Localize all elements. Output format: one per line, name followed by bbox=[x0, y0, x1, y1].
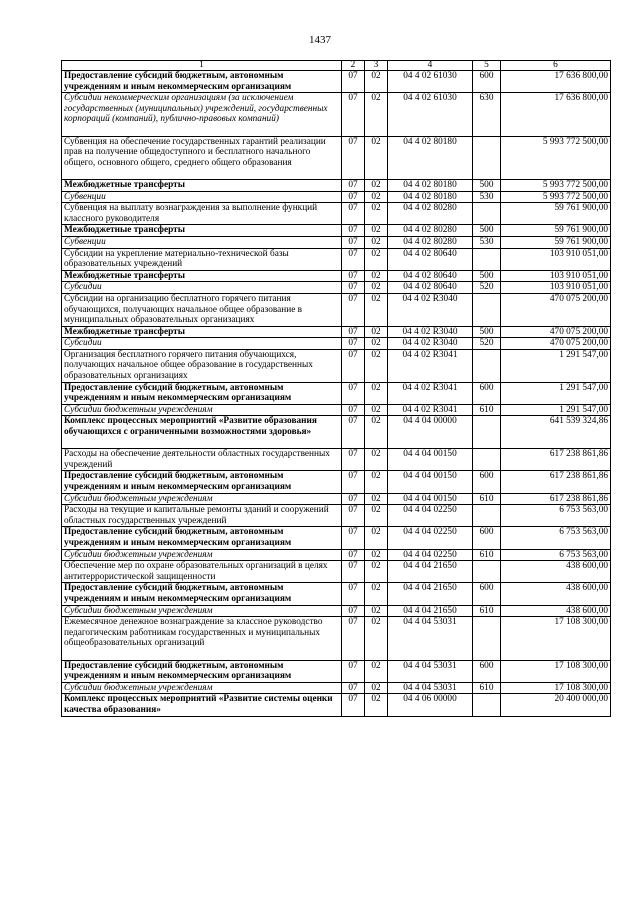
row-subsection-code: 02 bbox=[365, 282, 388, 294]
row-target-article: 04 4 02 80280 bbox=[388, 236, 473, 248]
row-section-code: 07 bbox=[342, 136, 365, 179]
table-row bbox=[62, 605, 611, 617]
table-row bbox=[62, 471, 611, 493]
row-subsection-code: 02 bbox=[365, 236, 388, 248]
table-row bbox=[62, 293, 611, 326]
row-amount: 6 753 563,00 bbox=[501, 527, 611, 549]
row-expense-type: 610 bbox=[473, 404, 501, 416]
table-row bbox=[62, 203, 611, 225]
row-target-article: 04 4 06 00000 bbox=[388, 694, 473, 716]
row-description: Субсидии бюджетным учреждениям bbox=[62, 404, 342, 416]
row-section-code: 07 bbox=[342, 236, 365, 248]
row-expense-type: 630 bbox=[473, 93, 501, 136]
row-expense-type: 600 bbox=[473, 527, 501, 549]
row-amount: 6 753 563,00 bbox=[501, 505, 611, 527]
table-row bbox=[62, 248, 611, 270]
table-row bbox=[62, 71, 611, 93]
row-section-code: 07 bbox=[342, 404, 365, 416]
table-row bbox=[62, 583, 611, 605]
row-section-code: 07 bbox=[342, 493, 365, 505]
column-header: 4 bbox=[388, 61, 473, 71]
row-section-code: 07 bbox=[342, 694, 365, 716]
row-expense-type bbox=[473, 617, 501, 660]
row-description: Организация бесплатного горячего питания обучающихся, получающих начальное общее образование в государственных образовательных организациях bbox=[62, 349, 342, 382]
row-expense-type: 600 bbox=[473, 660, 501, 682]
row-target-article: 04 4 02 R3040 bbox=[388, 293, 473, 326]
row-section-code: 07 bbox=[342, 605, 365, 617]
row-amount: 103 910 051,00 bbox=[501, 282, 611, 294]
table-row bbox=[62, 404, 611, 416]
row-section-code: 07 bbox=[342, 561, 365, 583]
row-expense-type: 610 bbox=[473, 493, 501, 505]
row-section-code: 07 bbox=[342, 93, 365, 136]
row-subsection-code: 02 bbox=[365, 382, 388, 404]
row-section-code: 07 bbox=[342, 349, 365, 382]
row-description: Предоставление субсидий бюджетным, автономным учреждениям и иным некоммерческим организациям bbox=[62, 71, 342, 93]
row-target-article: 04 4 04 53031 bbox=[388, 617, 473, 660]
row-subsection-code: 02 bbox=[365, 349, 388, 382]
row-expense-type: 600 bbox=[473, 382, 501, 404]
row-description: Предоставление субсидий бюджетным, автономным учреждениям и иным некоммерческим организациям bbox=[62, 660, 342, 682]
row-section-code: 07 bbox=[342, 248, 365, 270]
row-target-article: 04 4 02 R3041 bbox=[388, 382, 473, 404]
row-subsection-code: 02 bbox=[365, 225, 388, 237]
row-subsection-code: 02 bbox=[365, 191, 388, 203]
row-subsection-code: 02 bbox=[365, 682, 388, 694]
row-amount: 470 075 200,00 bbox=[501, 338, 611, 350]
row-target-article: 04 4 02 61030 bbox=[388, 93, 473, 136]
row-description: Межбюджетные трансферты bbox=[62, 270, 342, 282]
row-target-article: 04 4 04 53031 bbox=[388, 682, 473, 694]
row-amount: 1 291 547,00 bbox=[501, 349, 611, 382]
header-row bbox=[62, 61, 611, 71]
table-row bbox=[62, 326, 611, 338]
row-subsection-code: 02 bbox=[365, 549, 388, 561]
row-expense-type: 520 bbox=[473, 338, 501, 350]
row-target-article: 04 4 02 80640 bbox=[388, 270, 473, 282]
row-expense-type: 500 bbox=[473, 225, 501, 237]
table-row bbox=[62, 549, 611, 561]
row-section-code: 07 bbox=[342, 549, 365, 561]
row-subsection-code: 02 bbox=[365, 694, 388, 716]
row-target-article: 04 4 02 80640 bbox=[388, 248, 473, 270]
table-row bbox=[62, 493, 611, 505]
row-target-article: 04 4 02 61030 bbox=[388, 71, 473, 93]
row-amount: 17 636 800,00 bbox=[501, 93, 611, 136]
row-amount: 438 600,00 bbox=[501, 561, 611, 583]
row-description: Предоставление субсидий бюджетным, автономным учреждениям и иным некоммерческим организациям bbox=[62, 471, 342, 493]
row-subsection-code: 02 bbox=[365, 71, 388, 93]
row-amount: 641 539 324,86 bbox=[501, 416, 611, 449]
column-header: 5 bbox=[473, 61, 501, 71]
row-description: Субвенции bbox=[62, 236, 342, 248]
row-section-code: 07 bbox=[342, 416, 365, 449]
row-expense-type: 520 bbox=[473, 282, 501, 294]
column-header: 6 bbox=[501, 61, 611, 71]
table-row bbox=[62, 694, 611, 716]
row-target-article: 04 4 04 21650 bbox=[388, 583, 473, 605]
row-target-article: 04 4 04 02250 bbox=[388, 549, 473, 561]
row-amount: 438 600,00 bbox=[501, 583, 611, 605]
row-expense-type bbox=[473, 203, 501, 225]
row-target-article: 04 4 04 00150 bbox=[388, 471, 473, 493]
table-row bbox=[62, 527, 611, 549]
row-amount: 5 993 772 500,00 bbox=[501, 179, 611, 191]
row-description: Предоставление субсидий бюджетным, автономным учреждениям и иным некоммерческим организациям bbox=[62, 527, 342, 549]
row-subsection-code: 02 bbox=[365, 416, 388, 449]
row-section-code: 07 bbox=[342, 682, 365, 694]
row-description: Расходы на текущие и капитальные ремонты зданий и сооружений областных государственных учреждений bbox=[62, 505, 342, 527]
row-amount: 1 291 547,00 bbox=[501, 404, 611, 416]
budget-table bbox=[61, 60, 611, 717]
row-subsection-code: 02 bbox=[365, 248, 388, 270]
table-row bbox=[62, 282, 611, 294]
row-expense-type bbox=[473, 293, 501, 326]
row-target-article: 04 4 02 80280 bbox=[388, 225, 473, 237]
row-expense-type bbox=[473, 136, 501, 179]
row-target-article: 04 4 02 R3040 bbox=[388, 326, 473, 338]
row-description: Комплекс процессных мероприятий «Развитие системы оценки качества образования» bbox=[62, 694, 342, 716]
row-expense-type: 500 bbox=[473, 270, 501, 282]
row-amount: 5 993 772 500,00 bbox=[501, 136, 611, 179]
row-amount: 6 753 563,00 bbox=[501, 549, 611, 561]
row-expense-type: 600 bbox=[473, 471, 501, 493]
row-expense-type bbox=[473, 349, 501, 382]
row-target-article: 04 4 04 53031 bbox=[388, 660, 473, 682]
row-section-code: 07 bbox=[342, 505, 365, 527]
row-expense-type bbox=[473, 449, 501, 471]
row-expense-type: 610 bbox=[473, 549, 501, 561]
row-amount: 438 600,00 bbox=[501, 605, 611, 617]
row-description: Субсидии бюджетным учреждениям bbox=[62, 605, 342, 617]
row-description: Предоставление субсидий бюджетным, автономным учреждениям и иным некоммерческим организациям bbox=[62, 382, 342, 404]
row-expense-type bbox=[473, 505, 501, 527]
row-description: Субвенции bbox=[62, 191, 342, 203]
row-subsection-code: 02 bbox=[365, 583, 388, 605]
row-expense-type bbox=[473, 248, 501, 270]
row-expense-type bbox=[473, 694, 501, 716]
table-row bbox=[62, 416, 611, 449]
row-section-code: 07 bbox=[342, 71, 365, 93]
row-section-code: 07 bbox=[342, 660, 365, 682]
row-amount: 617 238 861,86 bbox=[501, 471, 611, 493]
row-target-article: 04 4 02 R3040 bbox=[388, 338, 473, 350]
row-amount: 17 636 800,00 bbox=[501, 71, 611, 93]
row-expense-type: 500 bbox=[473, 179, 501, 191]
row-target-article: 04 4 04 00150 bbox=[388, 493, 473, 505]
row-section-code: 07 bbox=[342, 449, 365, 471]
row-expense-type bbox=[473, 561, 501, 583]
table-row bbox=[62, 349, 611, 382]
row-section-code: 07 bbox=[342, 471, 365, 493]
row-subsection-code: 02 bbox=[365, 505, 388, 527]
table-row bbox=[62, 93, 611, 136]
table-row bbox=[62, 617, 611, 660]
row-target-article: 04 4 04 21650 bbox=[388, 605, 473, 617]
row-description: Субвенция на выплату вознаграждения за выполнение функций классного руководителя bbox=[62, 203, 342, 225]
row-amount: 103 910 051,00 bbox=[501, 270, 611, 282]
row-section-code: 07 bbox=[342, 225, 365, 237]
row-target-article: 04 4 02 80280 bbox=[388, 203, 473, 225]
row-amount: 617 238 861,86 bbox=[501, 449, 611, 471]
row-target-article: 04 4 02 80180 bbox=[388, 179, 473, 191]
row-description: Межбюджетные трансферты bbox=[62, 326, 342, 338]
row-expense-type: 600 bbox=[473, 71, 501, 93]
table-row bbox=[62, 179, 611, 191]
row-description: Комплекс процессных мероприятий «Развитие образования обучающихся с ограниченными возможностями здоровья» bbox=[62, 416, 342, 449]
row-section-code: 07 bbox=[342, 293, 365, 326]
row-section-code: 07 bbox=[342, 203, 365, 225]
row-amount: 103 910 051,00 bbox=[501, 248, 611, 270]
row-expense-type: 610 bbox=[473, 682, 501, 694]
row-section-code: 07 bbox=[342, 338, 365, 350]
row-target-article: 04 4 02 R3041 bbox=[388, 349, 473, 382]
row-description: Ежемесячное денежное вознаграждение за классное руководство педагогическим работникам государственных и муниципальных общеобразовательных организаций bbox=[62, 617, 342, 660]
row-section-code: 07 bbox=[342, 179, 365, 191]
row-subsection-code: 02 bbox=[365, 293, 388, 326]
row-description: Субсидии bbox=[62, 282, 342, 294]
table-row bbox=[62, 338, 611, 350]
row-expense-type: 500 bbox=[473, 326, 501, 338]
row-description: Межбюджетные трансферты bbox=[62, 225, 342, 237]
row-description: Субвенция на обеспечение государственных гарантий реализации прав на получение общедоступного и бесплатного начального общего, основного общего, среднего общего образования bbox=[62, 136, 342, 179]
row-target-article: 04 4 04 02250 bbox=[388, 505, 473, 527]
row-target-article: 04 4 04 21650 bbox=[388, 561, 473, 583]
row-description: Обеспечение мер по охране образовательных организаций в целях антитеррористической защищенности bbox=[62, 561, 342, 583]
column-header: 3 bbox=[365, 61, 388, 71]
row-section-code: 07 bbox=[342, 382, 365, 404]
row-description: Межбюджетные трансферты bbox=[62, 179, 342, 191]
row-description: Субсидии бюджетным учреждениям bbox=[62, 549, 342, 561]
row-description: Предоставление субсидий бюджетным, автономным учреждениям и иным некоммерческим организациям bbox=[62, 583, 342, 605]
row-expense-type: 610 bbox=[473, 605, 501, 617]
row-section-code: 07 bbox=[342, 191, 365, 203]
row-description: Расходы на обеспечение деятельности областных государственных учреждений bbox=[62, 449, 342, 471]
row-subsection-code: 02 bbox=[365, 617, 388, 660]
row-target-article: 04 4 02 80180 bbox=[388, 136, 473, 179]
table-row bbox=[62, 682, 611, 694]
row-amount: 17 108 300,00 bbox=[501, 682, 611, 694]
row-target-article: 04 4 04 00000 bbox=[388, 416, 473, 449]
table-row bbox=[62, 270, 611, 282]
page-number: 1437 bbox=[309, 34, 331, 46]
table-row bbox=[62, 225, 611, 237]
row-subsection-code: 02 bbox=[365, 326, 388, 338]
table-row bbox=[62, 191, 611, 203]
row-section-code: 07 bbox=[342, 326, 365, 338]
row-amount: 59 761 900,00 bbox=[501, 225, 611, 237]
row-amount: 5 993 772 500,00 bbox=[501, 191, 611, 203]
row-section-code: 07 bbox=[342, 282, 365, 294]
row-target-article: 04 4 02 80640 bbox=[388, 282, 473, 294]
row-target-article: 04 4 04 02250 bbox=[388, 527, 473, 549]
row-expense-type: 530 bbox=[473, 236, 501, 248]
row-section-code: 07 bbox=[342, 270, 365, 282]
row-subsection-code: 02 bbox=[365, 203, 388, 225]
row-amount: 1 291 547,00 bbox=[501, 382, 611, 404]
row-subsection-code: 02 bbox=[365, 660, 388, 682]
table-row bbox=[62, 660, 611, 682]
row-subsection-code: 02 bbox=[365, 136, 388, 179]
row-amount: 17 108 300,00 bbox=[501, 660, 611, 682]
row-target-article: 04 4 04 00150 bbox=[388, 449, 473, 471]
row-section-code: 07 bbox=[342, 617, 365, 660]
row-target-article: 04 4 02 R3041 bbox=[388, 404, 473, 416]
row-description: Субсидии на организацию бесплатного горячего питания обучающихся, получающих начальное общее образование в муниципальных образовательных организациях bbox=[62, 293, 342, 326]
row-amount: 20 400 000,00 bbox=[501, 694, 611, 716]
row-subsection-code: 02 bbox=[365, 527, 388, 549]
row-expense-type bbox=[473, 416, 501, 449]
row-subsection-code: 02 bbox=[365, 605, 388, 617]
row-subsection-code: 02 bbox=[365, 493, 388, 505]
row-section-code: 07 bbox=[342, 527, 365, 549]
table-row bbox=[62, 561, 611, 583]
row-amount: 470 075 200,00 bbox=[501, 326, 611, 338]
column-header: 2 bbox=[342, 61, 365, 71]
row-subsection-code: 02 bbox=[365, 404, 388, 416]
row-amount: 17 108 300,00 bbox=[501, 617, 611, 660]
row-amount: 617 238 861,86 bbox=[501, 493, 611, 505]
row-expense-type: 600 bbox=[473, 583, 501, 605]
row-subsection-code: 02 bbox=[365, 449, 388, 471]
table-row bbox=[62, 136, 611, 179]
table-row bbox=[62, 382, 611, 404]
row-subsection-code: 02 bbox=[365, 471, 388, 493]
table-row bbox=[62, 236, 611, 248]
row-subsection-code: 02 bbox=[365, 270, 388, 282]
row-amount: 59 761 900,00 bbox=[501, 203, 611, 225]
row-description: Субсидии на укрепление материально-технической базы образовательных учреждений bbox=[62, 248, 342, 270]
row-subsection-code: 02 bbox=[365, 93, 388, 136]
row-description: Субсидии bbox=[62, 338, 342, 350]
table-row bbox=[62, 505, 611, 527]
row-expense-type: 530 bbox=[473, 191, 501, 203]
row-target-article: 04 4 02 80180 bbox=[388, 191, 473, 203]
row-amount: 470 075 200,00 bbox=[501, 293, 611, 326]
table-row bbox=[62, 449, 611, 471]
row-description: Субсидии бюджетным учреждениям bbox=[62, 682, 342, 694]
column-header: 1 bbox=[62, 61, 342, 71]
row-subsection-code: 02 bbox=[365, 179, 388, 191]
row-subsection-code: 02 bbox=[365, 561, 388, 583]
row-description: Субсидии бюджетным учреждениям bbox=[62, 493, 342, 505]
row-subsection-code: 02 bbox=[365, 338, 388, 350]
row-amount: 59 761 900,00 bbox=[501, 236, 611, 248]
row-section-code: 07 bbox=[342, 583, 365, 605]
row-description: Субсидии некоммерческим организациям (за исключением государственных (муниципальных) учреждений, государственных корпораций (компаний), публично-правовых компаний) bbox=[62, 93, 342, 136]
